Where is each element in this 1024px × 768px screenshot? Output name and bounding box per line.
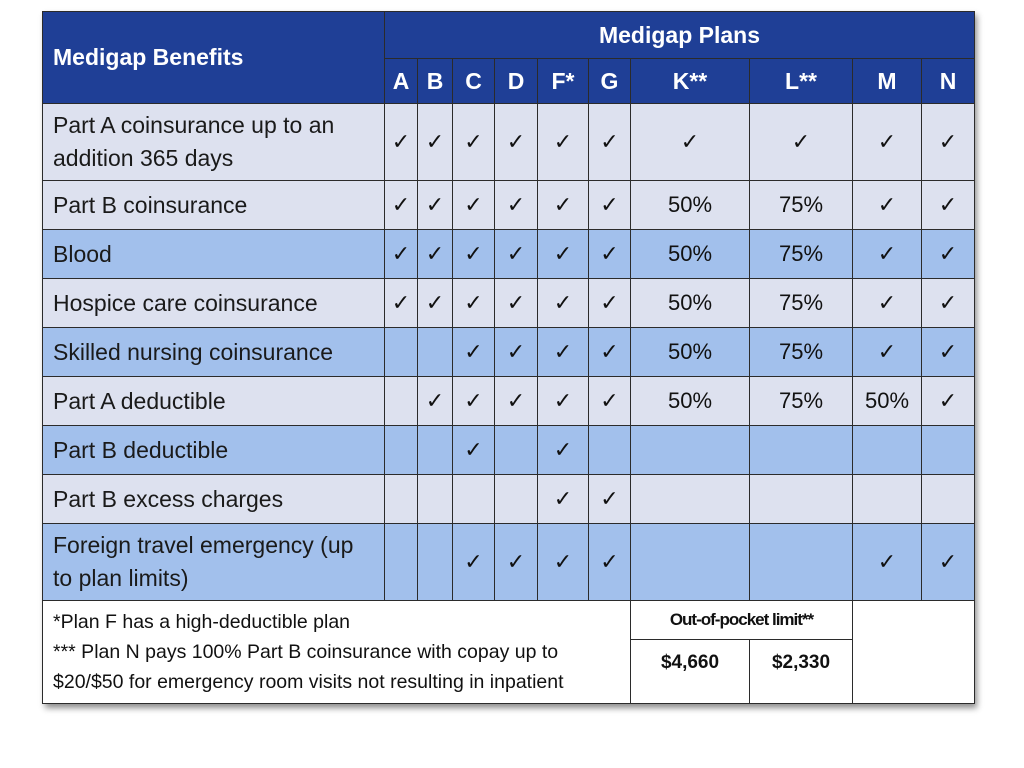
check-icon: ✓ (922, 230, 975, 279)
empty-cell (922, 475, 975, 524)
check-icon: ✓ (453, 524, 495, 601)
medigap-table-container (42, 11, 974, 704)
check-icon: ✓ (453, 230, 495, 279)
check-icon: ✓ (922, 524, 975, 601)
coverage-percent: 75% (750, 377, 853, 426)
check-icon: ✓ (538, 328, 589, 377)
plans-group-header: Medigap Plans (385, 12, 975, 59)
benefit-label: Part B excess charges (43, 475, 385, 524)
check-icon: ✓ (631, 104, 750, 181)
empty-cell (418, 475, 453, 524)
check-icon: ✓ (385, 104, 418, 181)
plan-header-g: G (589, 59, 631, 104)
check-icon: ✓ (589, 181, 631, 230)
empty-cell (750, 524, 853, 601)
check-icon: ✓ (538, 181, 589, 230)
coverage-percent: 50% (631, 328, 750, 377)
table-row (43, 426, 975, 475)
check-icon: ✓ (922, 104, 975, 181)
benefit-label: Part A deductible (43, 377, 385, 426)
medigap-comparison-table (42, 11, 975, 704)
check-icon: ✓ (589, 104, 631, 181)
check-icon: ✓ (418, 377, 453, 426)
check-icon: ✓ (385, 279, 418, 328)
table-row (43, 524, 975, 601)
benefit-label: Skilled nursing coinsurance (43, 328, 385, 377)
check-icon: ✓ (589, 377, 631, 426)
footnotes (43, 601, 631, 704)
plan-header-n: N (922, 59, 975, 104)
benefit-label: Foreign travel emergency (up to plan limits) (43, 524, 385, 601)
empty-cell (385, 328, 418, 377)
out-of-pocket-limit-label: Out-of-pocket limit** (631, 601, 853, 640)
empty-cell (418, 328, 453, 377)
check-icon: ✓ (495, 279, 538, 328)
table-row (43, 475, 975, 524)
check-icon: ✓ (495, 181, 538, 230)
check-icon: ✓ (853, 104, 922, 181)
check-icon: ✓ (853, 181, 922, 230)
coverage-percent: 75% (750, 230, 853, 279)
check-icon: ✓ (495, 524, 538, 601)
plan-header-m: M (853, 59, 922, 104)
empty-cell (385, 377, 418, 426)
check-icon: ✓ (385, 230, 418, 279)
check-icon: ✓ (589, 524, 631, 601)
benefit-label: Blood (43, 230, 385, 279)
benefit-label: Part A coinsurance up to an addition 365 days (43, 104, 385, 181)
check-icon: ✓ (418, 104, 453, 181)
empty-cell (385, 426, 418, 475)
benefit-label: Part B deductible (43, 426, 385, 475)
empty-cell (631, 475, 750, 524)
check-icon: ✓ (453, 328, 495, 377)
plan-header-l: L** (750, 59, 853, 104)
empty-cell (631, 524, 750, 601)
empty-cell (589, 426, 631, 475)
check-icon: ✓ (495, 377, 538, 426)
plan-header-f: F* (538, 59, 589, 104)
check-icon: ✓ (589, 328, 631, 377)
plan-header-b: B (418, 59, 453, 104)
empty-cell (453, 475, 495, 524)
check-icon: ✓ (589, 475, 631, 524)
table-row (43, 377, 975, 426)
check-icon: ✓ (453, 426, 495, 475)
check-icon: ✓ (538, 104, 589, 181)
check-icon: ✓ (453, 181, 495, 230)
table-row (43, 104, 975, 181)
footnote-plan-n: *** Plan N pays 100% Part B coinsurance with copay up to $20/$50 for emergency room visits not resulting in inpatient (53, 641, 564, 693)
benefit-label: Hospice care coinsurance (43, 279, 385, 328)
coverage-percent: 50% (631, 279, 750, 328)
empty-cell (495, 475, 538, 524)
check-icon: ✓ (538, 524, 589, 601)
empty-cell (385, 475, 418, 524)
coverage-percent: 50% (631, 230, 750, 279)
check-icon: ✓ (538, 426, 589, 475)
check-icon: ✓ (922, 377, 975, 426)
table-row (43, 328, 975, 377)
empty-cell (495, 426, 538, 475)
check-icon: ✓ (453, 377, 495, 426)
coverage-percent: 75% (750, 181, 853, 230)
coverage-percent: 50% (631, 377, 750, 426)
coverage-percent: 75% (750, 328, 853, 377)
check-icon: ✓ (495, 328, 538, 377)
table-row (43, 230, 975, 279)
empty-cell (750, 426, 853, 475)
empty-cell (631, 426, 750, 475)
benefits-table-body (43, 104, 975, 601)
check-icon: ✓ (495, 230, 538, 279)
empty-cell (750, 475, 853, 524)
empty-cell (922, 426, 975, 475)
check-icon: ✓ (922, 328, 975, 377)
check-icon: ✓ (418, 279, 453, 328)
check-icon: ✓ (538, 377, 589, 426)
check-icon: ✓ (589, 230, 631, 279)
coverage-percent: 50% (631, 181, 750, 230)
coverage-percent: 75% (750, 279, 853, 328)
check-icon: ✓ (418, 230, 453, 279)
empty-cell (385, 524, 418, 601)
check-icon: ✓ (385, 181, 418, 230)
plan-header-c: C (453, 59, 495, 104)
check-icon: ✓ (589, 279, 631, 328)
out-of-pocket-limit-k: $4,660 (631, 640, 750, 704)
empty-cell (853, 475, 922, 524)
check-icon: ✓ (538, 279, 589, 328)
benefits-column-header: Medigap Benefits (43, 12, 385, 104)
check-icon: ✓ (538, 230, 589, 279)
footnote-plan-f: *Plan F has a high-deductible plan (53, 611, 351, 633)
check-icon: ✓ (853, 230, 922, 279)
table-row (43, 279, 975, 328)
check-icon: ✓ (853, 524, 922, 601)
table-row (43, 181, 975, 230)
out-of-pocket-limit-l: $2,330 (750, 640, 853, 704)
check-icon: ✓ (853, 328, 922, 377)
empty-cell (418, 426, 453, 475)
check-icon: ✓ (922, 181, 975, 230)
check-icon: ✓ (453, 279, 495, 328)
benefit-label: Part B coinsurance (43, 181, 385, 230)
footer-empty-cell (853, 601, 975, 704)
check-icon: ✓ (750, 104, 853, 181)
empty-cell (853, 426, 922, 475)
check-icon: ✓ (922, 279, 975, 328)
empty-cell (418, 524, 453, 601)
check-icon: ✓ (853, 279, 922, 328)
plan-header-a: A (385, 59, 418, 104)
plan-header-k: K** (631, 59, 750, 104)
plan-header-d: D (495, 59, 538, 104)
coverage-percent: 50% (853, 377, 922, 426)
check-icon: ✓ (495, 104, 538, 181)
check-icon: ✓ (453, 104, 495, 181)
check-icon: ✓ (418, 181, 453, 230)
check-icon: ✓ (538, 475, 589, 524)
